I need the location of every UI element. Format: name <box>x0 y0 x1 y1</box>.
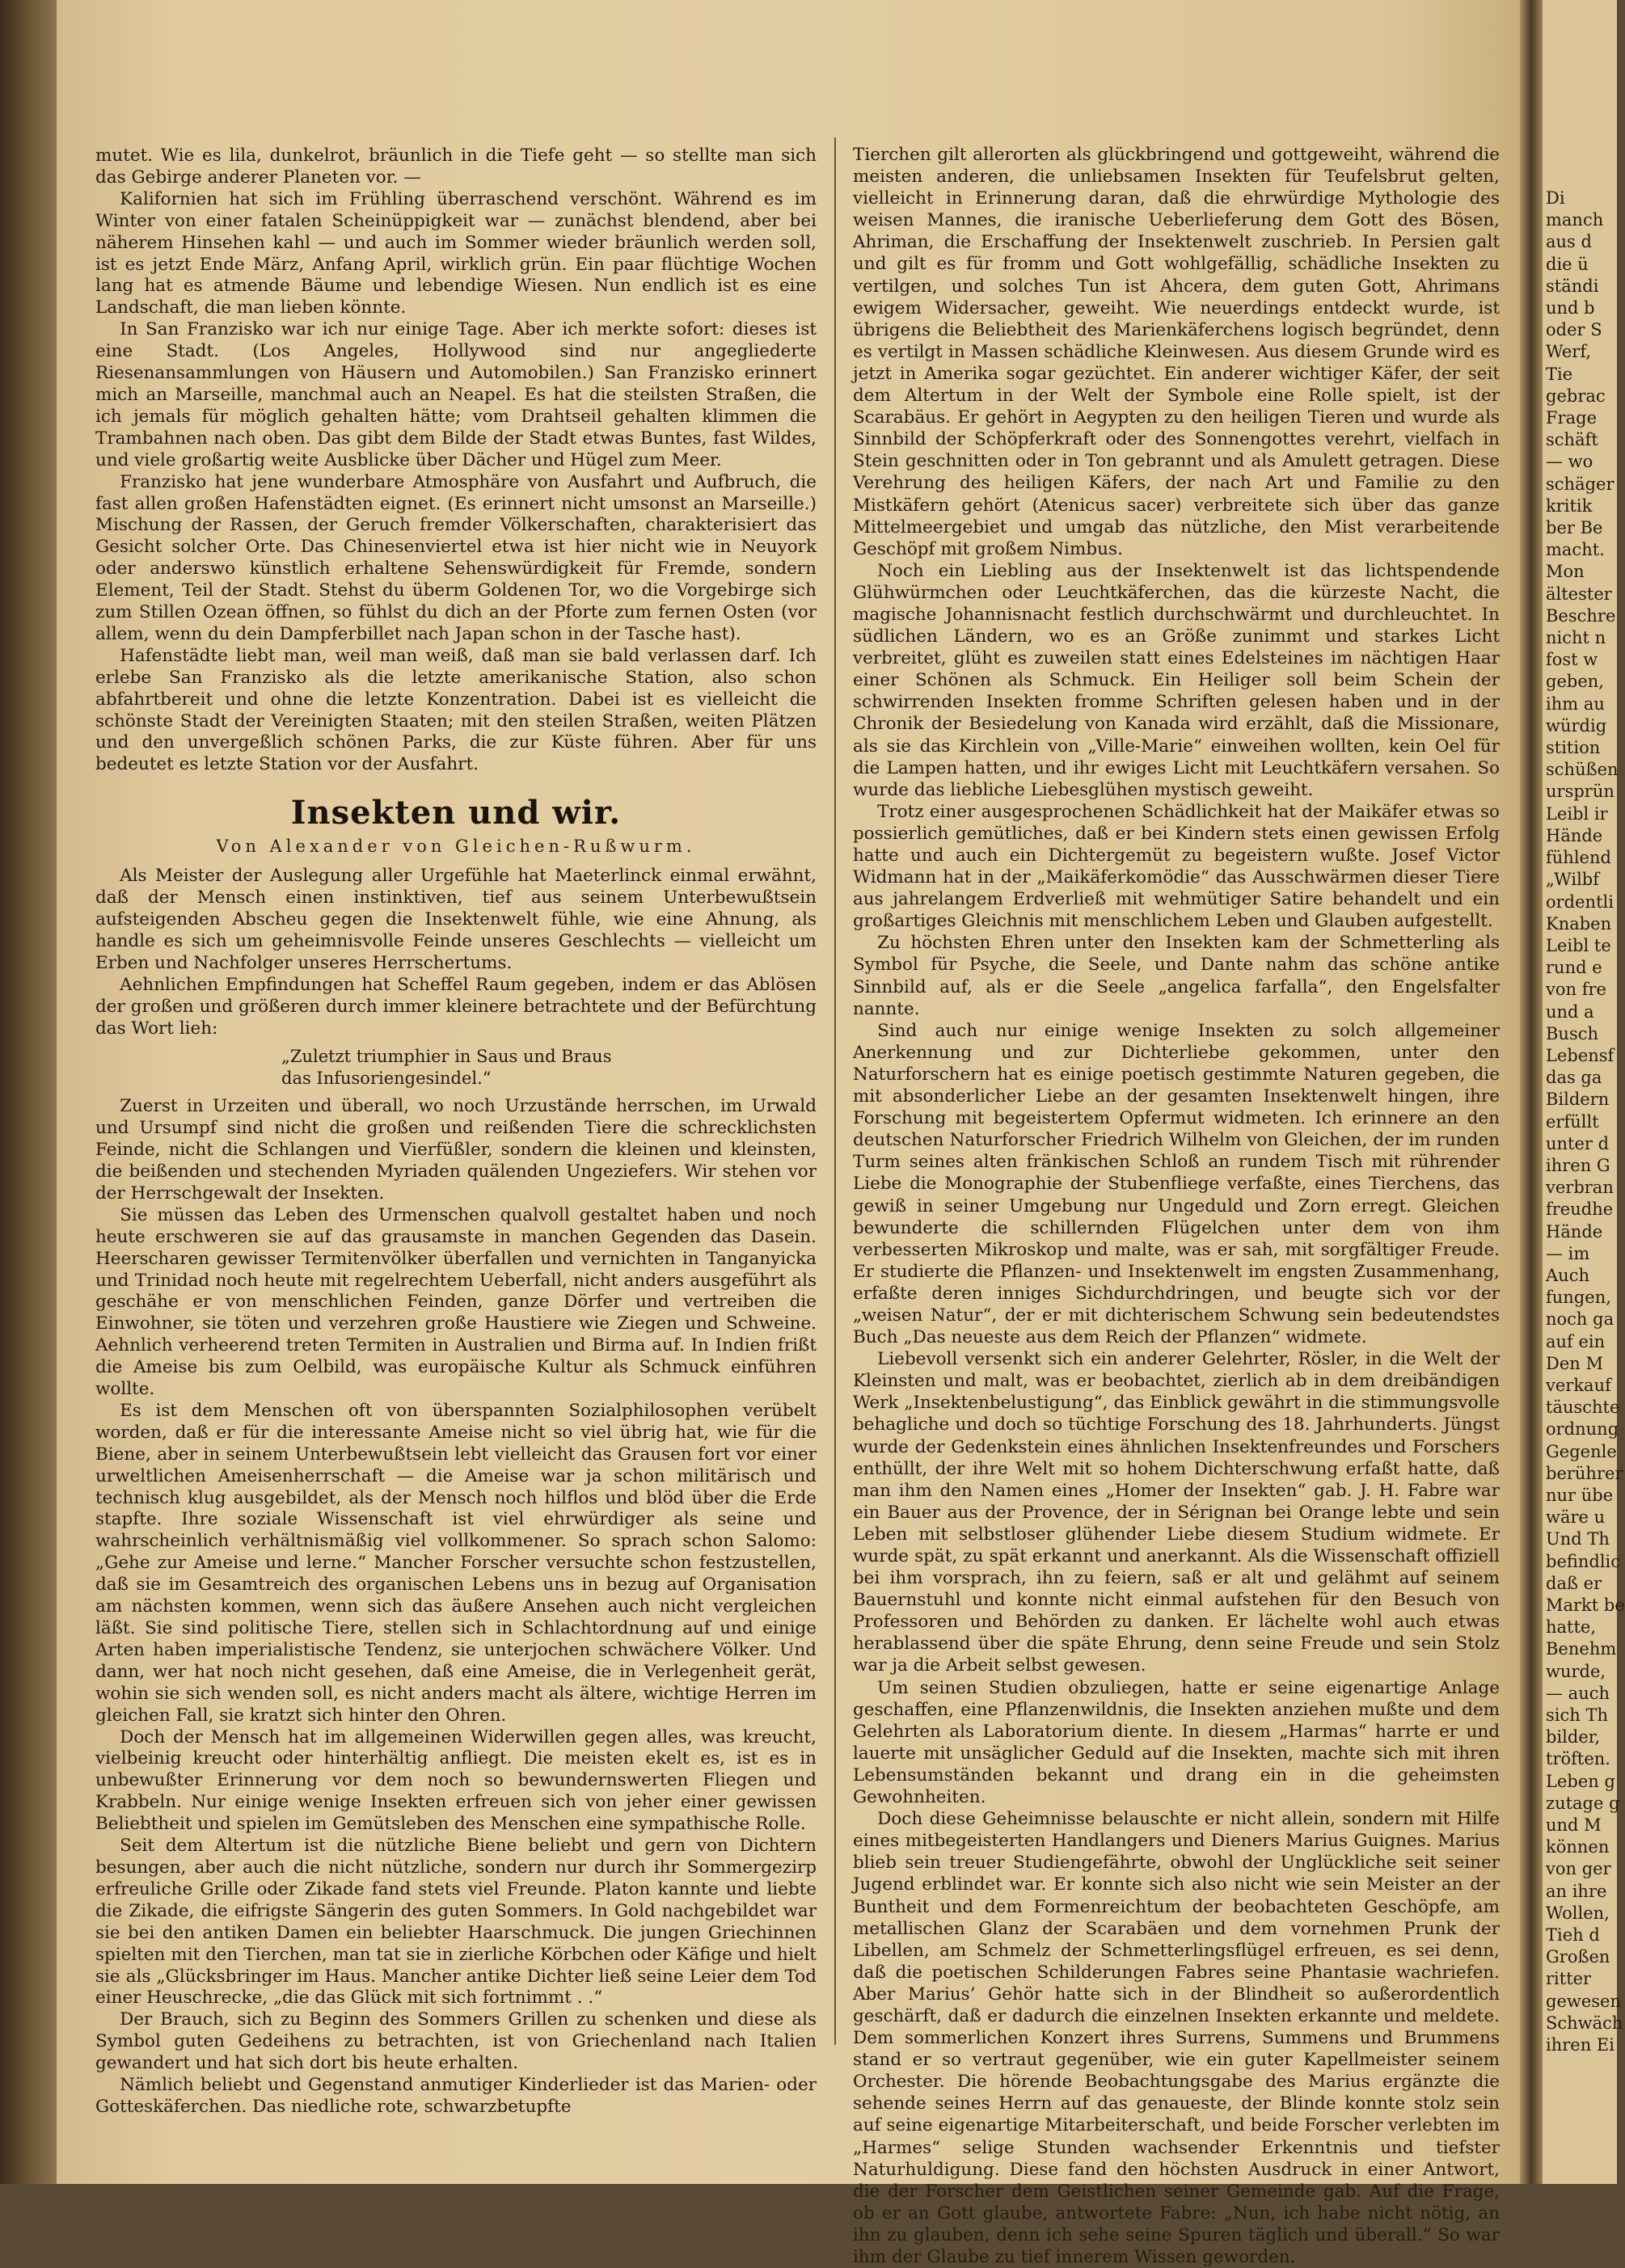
edge-text-fragment: Auch <box>1546 1265 1589 1285</box>
edge-text-fragment: das ga <box>1546 1068 1602 1088</box>
verse-line: das Infusoriengesindel.“ <box>281 1069 492 1089</box>
edge-text-fragment: Hände <box>1546 825 1603 845</box>
paragraph: Der Brauch, sich zu Beginn des Sommers Grillen zu schenken und diese als Symbol guten Gedeihens zu betrachten, ist von Griechenland nach Italien gewandert und hat sich dort bis heute erhalten. <box>95 2009 817 2074</box>
edge-text-fragment: sich Th <box>1546 1705 1608 1726</box>
verse-quote <box>95 1046 817 1090</box>
edge-text-fragment: Knaben <box>1546 913 1612 934</box>
edge-text-fragment: — wo <box>1546 452 1593 472</box>
edge-text-fragment: ältester <box>1546 584 1612 604</box>
edge-text-fragment: ihm au <box>1546 693 1605 714</box>
edge-text-fragment: und a <box>1546 1001 1594 1022</box>
edge-text-fragment: freudhe <box>1546 1199 1614 1220</box>
edge-text-fragment: — auch <box>1546 1683 1610 1703</box>
edge-text-fragment: gewesen <box>1546 1991 1622 2011</box>
edge-text-fragment: Mon <box>1546 562 1585 582</box>
edge-text-fragment: bilder, <box>1546 1727 1601 1747</box>
edge-text-fragment: ritter <box>1546 1969 1592 1989</box>
column-divider <box>834 137 836 2045</box>
paragraph: Als Meister der Auslegung aller Urgefühle hat Maeterlinck einmal erwähnt, daß der Mensch einen instinktiven, tief aus seinem Unterbewußtsein aufsteigenden Abscheu gegen die Insektenwelt fühle, wie eine Ahnung, als handle es sich um geheimnisvolle Feinde unseres Geschlechts — vielleicht um Erben und Nachfolger unseres Herrschertums. <box>95 866 817 973</box>
edge-text-fragment: stition <box>1546 738 1601 758</box>
edge-text-fragment: fühlend <box>1546 848 1611 868</box>
paragraph: Zu höchsten Ehren unter den Insekten kam der Schmetterling als Symbol für Psyche, die Seele, und Dante nahm das schöne antike Sinnbild auf, als er die Seele „angelica farfalla“, den Engelsfalter nannte. <box>853 933 1500 1019</box>
edge-text-fragment: von fre <box>1546 980 1606 1000</box>
edge-text-fragment: Beschre <box>1546 605 1616 626</box>
edge-text-fragment: gebrac <box>1546 386 1606 406</box>
edge-text-fragment: verkauf <box>1546 1375 1611 1395</box>
edge-text-fragment: „Wilbf <box>1546 870 1599 890</box>
paragraph: Sind auch nur einige wenige Insekten zu solch allgemeiner Anerkennung und zur Dichterliebe gekommen, unter den Naturforschern hat es einige poetisch gestimmte Naturen gegeben, die mit absonderlicher Liebe an der gesamten Insektenwelt hingen, ihre Forschung mit begeistertem Opfermut widmeten. Ich erinnere an den deutschen Naturforscher Friedrich Wilhelm von Gleichen, der im runden Turm seines alten fränkischen Schloß an rundem Tisch mit rührender Liebe die Monographie der Stubenfliege verfaßte, eines Tierchens, das gewiß in seiner Umgebung nur Ungeduld und Zorn erregt. Gleichen bewunderte die schillernden Flügelchen unter dem von ihm verbesserten Mikroskop und malte, was er sah, mit sorgfältiger Freude. Er studierte die Pflanzen- und Insektenwelt im engsten Zusammenhang, erfaßte deren inniges Sichdurchdringen, und beugte sich vor der „weisen Natur“, der er mit dichterischem Schwung sein bedeutendstes Buch „Das neueste aus dem Reich der Pflanzen“ widmete. <box>853 1020 1500 1348</box>
edge-text-fragment: berührer <box>1546 1463 1623 1483</box>
article-title: Insekten und wir. <box>290 794 622 833</box>
paragraph: In San Franzisko war ich nur einige Tage. Aber ich merkte sofort: dieses ist eine Stadt. (Los Angeles, Hollywood sind nur angegliederte Riesenansammlungen von Häusern und Automobilen.) San Franzisko erinnert mich an Marseille, manchmal auch an Neapel. Es hat die steilsten Straßen, die ich jemals für möglich gehalten hätte; vom Drahtseil gehalten klimmen die Trambahnen nach oben. Das gibt dem Bilde der Stadt etwas Buntes, fast Wildes, und viele großartig weite Ausblicke über Dächer und Hügel zum Meer. <box>95 319 817 470</box>
paragraph: Liebevoll versenkt sich ein anderer Gelehrter, Rösler, in die Welt der Kleinsten und malt, was er beobachtet, zierlich ab in dem dreibändigen Werk „Insektenbelustigung“, das Einblick gewährt in die stimmungsvolle behagliche und doch so tüchtige Forschung des 18. Jahrhunderts. Jüngst wurde der Gedenkstein eines ähnlichen Insektenfreundes und Forschers enthüllt, der ihre Welt mit so hohem Dichterschwung erfaßt hatte, daß man ihm den Namen eines „Homer der Insekten“ gab. J. H. Fabre war ein Bauer aus der Provence, der in Sérignan bei Orange lebte und sein Leben mit selbstloser glühender Liebe diesem Studium widmete. Er wurde spät, zu spät erkannt und anerkannt. Als die Wissenschaft offiziell bei ihm vorsprach, ihn zu feiern, saß er alt und gelähmt auf seinem Bauernstuhl und konnte nicht einmal aufstehen für den Besuch von Professoren und Behörden zu danken. Er lächelte wohl auch etwas herablassend über die späte Ehrung, denn seine Freude und sein Stolz war ja die Arbeit selbst gewesen. <box>853 1349 1500 1676</box>
edge-text-fragment: ursprün <box>1546 782 1614 802</box>
edge-text-fragment: ber Be <box>1546 518 1603 538</box>
paragraph: Um seinen Studien obzuliegen, hatte er seine eigenartige Anlage geschaffen, eine Pflanzenwildnis, die Insekten anziehen mußte und dem Gelehrten als Laboratorium diente. In diesem „Harmas“ harrte er und lauerte mit unsäglicher Geduld auf die Insekten, machte sich mit ihren Lebensumständen bekannt und drang ein in die geheimsten Gewohnheiten. <box>853 1677 1500 1808</box>
edge-text-fragment: ihren Ei <box>1546 2035 1614 2055</box>
paragraph: Seit dem Altertum ist die nützliche Biene beliebt und gern von Dichtern besungen, aber auch die nicht nützliche, sondern nur durch ihr Sommergezirp erfreuliche Grille oder Zikade fand stets viel Freunde. Platon kannte und liebte die Zikade, die eifrigste Sängerin des guten Sommers. In Gold nachgebildet war sie bei den antiken Damen ein beliebter Haarschmuck. Die jungen Griechinnen spielten mit den Tierchen, man tat sie in zierliche Körbchen oder Käfige und hielt sie als „Glücksbringer im Haus. Mancher antike Dichter ließ seine Leier dem Tod einer Heuschrecke, „die das Glück mit sich fortnimmt . .“ <box>95 1836 817 2009</box>
edge-text-fragment: Den M <box>1546 1353 1603 1373</box>
edge-text-fragment: nur übe <box>1546 1485 1614 1505</box>
paragraph: mutet. Wie es lila, dunkelrot, bräunlich in die Tiefe geht — so stellte man sich das Gebirge anderer Planeten vor. — <box>95 145 817 188</box>
edge-text-fragment: tröften. <box>1546 1749 1610 1769</box>
edge-text-fragment: Leben g <box>1546 1771 1615 1791</box>
edge-text-fragment: und M <box>1546 1815 1602 1836</box>
edge-text-fragment: fungen, <box>1546 1288 1611 1308</box>
edge-text-fragment: Bildern <box>1546 1090 1610 1110</box>
paragraph: Doch der Mensch hat im allgemeinen Widerwillen gegen alles, was kreucht, vielbeinig kreucht oder hinterhältig anfliegt. Die meisten ekelt es, ist es in unbewußter Erinnerung vor dem noch so bewundernswerten Fliegen und Krabbeln. Nur einige wenige Insekten erfreuen sich von jeher einer gewissen Beliebtheit und spielen im Gemütsleben des Menschen eine sympathische Rolle. <box>95 1726 817 1835</box>
edge-text-fragment: erfüllt <box>1546 1111 1599 1132</box>
edge-text-fragment: an ihre <box>1546 1881 1607 1901</box>
edge-text-fragment: hatte, <box>1546 1617 1597 1638</box>
edge-text-fragment: ordentli <box>1546 892 1614 912</box>
edge-text-fragment: würdig <box>1546 715 1607 736</box>
edge-text-fragment: Frage <box>1546 408 1597 428</box>
edge-text-fragment: macht. <box>1546 540 1605 560</box>
edge-text-fragment: — im <box>1546 1243 1590 1263</box>
edge-text-fragment: Busch <box>1546 1023 1599 1043</box>
edge-text-fragment: können <box>1546 1837 1610 1857</box>
edge-text-fragment: die ü <box>1546 254 1589 274</box>
paragraph: Aehnlichen Empfindungen hat Scheffel Raum gegeben, indem er das Ablösen der großen und größeren durch immer kleinere betrachtete und der Befürchtung das Wort lieh: <box>95 974 817 1039</box>
edge-text-fragment: von ger <box>1546 1859 1611 1879</box>
edge-text-fragment: unter d <box>1546 1133 1610 1153</box>
paragraph: Hafenstädte liebt man, weil man weiß, daß man sie bald verlassen darf. Ich erlebe San Franzisko als die letzte amerikanische Station, also schon abfahrtbereit und ohne die letzte Konzentration. Dabei ist es vielleicht die schönste Stadt der Vereinigten Staaten; mit den steilen Straßen, weiten Plätzen und den unvergeßlich schönen Parks, die zur Küste führen. Aber für uns bedeutet es letzte Station vor der Ausfahrt. <box>95 645 817 775</box>
paragraph: Noch ein Liebling aus der Insektenwelt ist das lichtspendende Glühwürmchen oder Leuchtkäferchen, das die kürzeste Nacht, die magische Johannisnacht festlich durchschwärmt und durchleuchtet. In südlichen Ländern, wo es an Größe zunimmt und starkes Licht verbreitet, glüht es zuweilen statt eines Edelsteines im nächtigen Haar einer Schönen als Schmuck. Ein Heiliger soll beim Schein der schwirrenden Insekten fromme Schriften gelesen haben und in der Chronik der Besiedelung von Kanada wird erzählt, daß die Missionare, als sie das Kirchlein von „Ville-Marie“ einweihen wollten, kein Oel für die Lampen hatten, und ihr ewiges Licht mit Leuchtkäfern versahen. So wurde das liebliche Liebesglühen mystisch geweiht. <box>853 560 1500 800</box>
paragraph: Es ist dem Menschen oft von überspannten Sozialphilosophen verübelt worden, daß er für die interessante Ameise nicht so viel übrig hat, wie für die Biene, aber in seinem Unterbewußtsein lebt vielleicht das Grausen fort vor einer urweltlichen Ameisenherrschaft — die Ameise war ja schon militärisch und technisch klug ausgebildet, als der Mensch noch hilflos und blöd über die Erde stapfte. Ihre soziale Wissenschaft ist viel ehrwürdiger als seine und wahrscheinlich verhältnismäßig viel vollkommener. So sprach schon Salomo: „Gehe zur Ameise und lerne.“ Mancher Forscher versuchte schon festzustellen, daß sie im Gesamtreich des organischen Lebens uns in bezug auf Organisation am nächsten kommen, wenn sich das äußere Ansehen auch nicht vergleichen läßt. Sie sind politische Tiere, stellen sich in Schlachtordnung auf und einige Arten haben imperialistische Tendenz, sie unterjochen schwächere Völker. Und dann, wer hat noch nicht gesehen, daß eine Ameise, die in Verlegenheit gerät, wohin sie sich wenden soll, es nicht anders macht als ältere, wichtige Herren im gleichen Fall, sie kratzt sich hinter den Ohren. <box>95 1400 817 1726</box>
edge-text-fragment: Di <box>1546 188 1565 208</box>
edge-text-fragment: ständi <box>1546 276 1599 296</box>
edge-text-fragment: ihren G <box>1546 1155 1610 1175</box>
paragraph: Franzisko hat jene wunderbare Atmosphäre von Ausfahrt und Aufbruch, die fast allen großen Hafenstädten eignet. (Es erinnert nicht umsonst an Marseille.) Mischung der Rassen, der Geruch fremder Völkerschaften, charakterisiert das Gesicht solcher Orte. Das Chinesenviertel etwa ist hier nicht wie in Neuyork oder anderswo künstlich erhaltene Sehenswürdigkeit für Fremde, sondern Element, Teil der Stadt. Stehst du überm Goldenen Tor, wo die Vorgebirge sich zum Stillen Ozean öffnen, so fühlst du dich an der Pforte zum fernen Osten (vor allem, wenn du dein Dampferbillet nach Japan schon in der Tasche hast). <box>95 471 817 644</box>
article-byline: Von Alexander von Gleichen-Rußwurm. <box>216 837 696 857</box>
edge-text-fragment: befindlic <box>1546 1551 1621 1571</box>
edge-text-fragment: Tie <box>1546 364 1573 384</box>
edge-text-fragment: zutage g <box>1546 1793 1620 1813</box>
edge-text-fragment: Und Th <box>1546 1529 1610 1549</box>
edge-text-fragment: Tieh d <box>1546 1925 1600 1946</box>
column-right <box>853 144 1500 2268</box>
paragraph: Trotz einer ausgesprochenen Schädlichkeit hat der Maikäfer etwas so possierlich gemütliches, daß er bei Kindern stets einen gewissen Erfolg hatte und auch ein Dichtergemüt zu begeistern wußte. Josef Victor Widmann hat in der „Maikäferkomödie“ das Ausschwärmen dieser Tiere aus jahrelangem Erdverließ mit wehmütiger Satire behandelt und ein großartiges Gleichnis mit menschlichem Leben und Glauben aufgestellt. <box>853 801 1500 932</box>
column-left <box>95 145 817 2118</box>
paragraph: Zuerst in Urzeiten und überall, wo noch Urzustände herrschen, im Urwald und Ursumpf sind nicht die großen und reißenden Tiere die schrecklichsten Feinde, nicht die Schlangen und Vierfüßler, sondern die kleinen und kleinsten, die beißenden und stechenden Myriaden quälenden Ungeziefers. Wir stehen vor der Herrschgewalt der Insekten. <box>95 1096 817 1204</box>
edge-text-fragment: täuschte <box>1546 1397 1620 1418</box>
edge-text-fragment: Schwäch <box>1546 2013 1623 2033</box>
edge-text-fragment: geben, <box>1546 672 1604 692</box>
edge-text-fragment: schüßen <box>1546 760 1619 780</box>
edge-text-fragment: ordnung <box>1546 1419 1619 1440</box>
book-gutter <box>1520 0 1543 2184</box>
edge-text-fragment: nicht n <box>1546 628 1606 648</box>
next-page-text-fragments <box>1543 188 1625 2056</box>
edge-text-fragment: Lebensf <box>1546 1045 1614 1065</box>
book-spine-shadow <box>0 0 57 2184</box>
edge-text-fragment: wäre u <box>1546 1507 1606 1528</box>
paragraph: Kalifornien hat sich im Frühling überraschend verschönt. Während es im Winter von einer fatalen Scheinüppigkeit war — zunächst blendend, aber bei näherem Hinsehen kahl — und auch im Sommer wieder bräunlich werden soll, ist es jetzt Ende März, Anfang April, wirklich grün. Ein paar flüchtige Wochen lang hat es atmende Bäume und lebendige Wiesen. Nun endlich ist es eine Landschaft, die man lieben könnte. <box>95 188 817 318</box>
paragraph: Doch diese Geheimnisse belauschte er nicht allein, sondern mit Hilfe eines mitbegeisterten Handlangers und Dieners Marius Guignes. Marius blieb sein treuer Studiengefährte, obwohl der Unglückliche seit seiner Jugend erblindet war. Er konnte sich also nicht wie sein Meister an der Buntheit und dem Formenreichtum der beobachteten Geschöpfe, am metallischen Glanz der Scarabäen und dem vornehmen Prunk der Libellen, am Schmelz der Schmetterlingsflügel erfreuen, es sei denn, daß die poetischen Schilderungen Fabres seine Phantasie wachriefen. Aber Marius’ Gehör hatte sich in der Blindheit so außerordentlich geschärft, daß er dadurch die einzelnen Insekten erkannte und meldete. Dem sommerlichen Konzert ihres Surrens, Summens und Brummens stand er so vertraut gegenüber, wie ein guter Kapellmeister seinem Orchester. Die hörende Beobachtungsgabe des Marius ergänzte die sehende seines Herrn auf das genaueste, der Blinde konnte stolz sein auf seine eigenartige Mitarbeiterschaft, und beide Forscher verlebten im „Harmes“ selige Stunden wachsender Erkenntnis und tiefster Naturhuldigung. Diese fand den höchsten Ausdruck in einer Antwort, die der Forscher dem Geistlichen seiner Gemeinde gab. Auf die Frage, ob er an Gott glaube, antwortete Fabre: „Nun, ich habe nicht nötig, an ihn zu glauben, denn ich sehe seine Spuren täglich und überall.“ So war ihm der Glaube zu tief innerem Wissen geworden. <box>853 1809 1500 2267</box>
edge-text-fragment: und b <box>1546 298 1595 318</box>
paragraph: Tierchen gilt allerorten als glückbringend und gottgeweiht, während die meisten anderen, die unliebsamen Insekten für Teufelsbrut gelten, vielleicht in Erinnerung daran, daß die ehrwürdige Mythologie des weisen Mannes, die iranische Ueberlieferung dem Gott des Bösen, Ahriman, die Erschaffung der Insektenwelt zuschrieb. In Persien galt und gilt es für fromm und Gott wohlgefällig, schädliche Insekten zu vertilgen, und solches Tun ist Ahcera, dem guten Gott, Ahrimans ewigem Widersacher, geweiht. Wie neuerdings entdeckt wurde, ist übrigens die Beliebtheit des Marienkäferchens logisch begründet, denn es vertilgt in Massen schädliche Kleinwesen. Aus diesem Grunde wird es jetzt in Amerika sogar gezüchtet. Ein anderer wichtiger Käfer, der seit dem Altertum in der Welt der Symbole eine Rolle spielt, ist der Scarabäus. Er gehört in Aegypten zu den heiligen Tieren und wurde als Sinnbild der Schöpferkraft oder des Sonnengottes verehrt, vielfach in Stein geschnitten oder in Ton gebrannt und als Amulett getragen. Diese Verehrung des heiligen Käfers, der nach Art und Familie zu den Mistkäfern gehört (Atenicus sacer) verbreitete sich über das ganze Mittelmeergebiet und umgab das nützliche, den Mist verarbeitende Geschöpf mit großem Nimbus. <box>853 145 1500 559</box>
edge-text-fragment: Benehm <box>1546 1639 1617 1659</box>
edge-text-fragment: daß er <box>1546 1573 1602 1593</box>
edge-text-fragment: manch <box>1546 210 1604 230</box>
edge-text-fragment: Leibl ir <box>1546 803 1608 824</box>
edge-text-fragment: noch ga <box>1546 1309 1614 1330</box>
edge-text-fragment: Großen <box>1546 1947 1610 1967</box>
edge-text-fragment: oder S <box>1546 320 1602 340</box>
verse-line: „Zuletzt triumphier in Saus und Braus <box>281 1047 612 1067</box>
paragraph: Sie müssen das Leben des Urmenschen qualvoll gestaltet haben und noch heute erschweren sie auf das grausamste in manchen Gegenden das Dasein. Heerscharen gewisser Termitenvölker überfallen und vernichten in Tanganyicka und Trinidad noch heute mit regelrechtem Ueberfall, nicht anders ausgeführt als geschähe er von menschlichen Feinden, ganze Dörfer und vertreiben die Einwohner, sie töten und verzehren große Haustiere wie Ziegen und Schweine. Aehnlich verheerend treten Termiten in Australien und Birma auf. In Indien frißt die Ameise bis zum Oelbild, was europäische Kultur als Schmuck einführen wollte. <box>95 1204 817 1400</box>
edge-text-fragment: auf ein <box>1546 1331 1606 1351</box>
edge-text-fragment: Hände <box>1546 1221 1603 1241</box>
edge-text-fragment: kritik <box>1546 495 1593 516</box>
edge-text-fragment: Gegenle <box>1546 1441 1617 1461</box>
paragraph: Nämlich beliebt und Gegenstand anmutiger Kinderlieder ist das Marien- oder Gotteskäferchen. Das niedliche rote, schwarzbetupfte <box>95 2075 817 2117</box>
edge-text-fragment: schäger <box>1546 474 1614 494</box>
edge-text-fragment: schäft <box>1546 430 1598 450</box>
edge-text-fragment: wurde, <box>1546 1661 1606 1681</box>
edge-text-fragment: Werf, <box>1546 342 1592 362</box>
edge-text-fragment: verbran <box>1546 1178 1614 1198</box>
next-page-edge <box>1543 0 1625 2184</box>
edge-text-fragment: rund e <box>1546 958 1602 978</box>
edge-text-fragment: aus d <box>1546 232 1592 252</box>
edge-text-fragment: Wollen, <box>1546 1903 1610 1923</box>
edge-text-fragment: Leibl te <box>1546 935 1611 955</box>
edge-text-fragment: Markt be <box>1546 1596 1625 1615</box>
edge-text-fragment: fost w <box>1546 650 1598 670</box>
